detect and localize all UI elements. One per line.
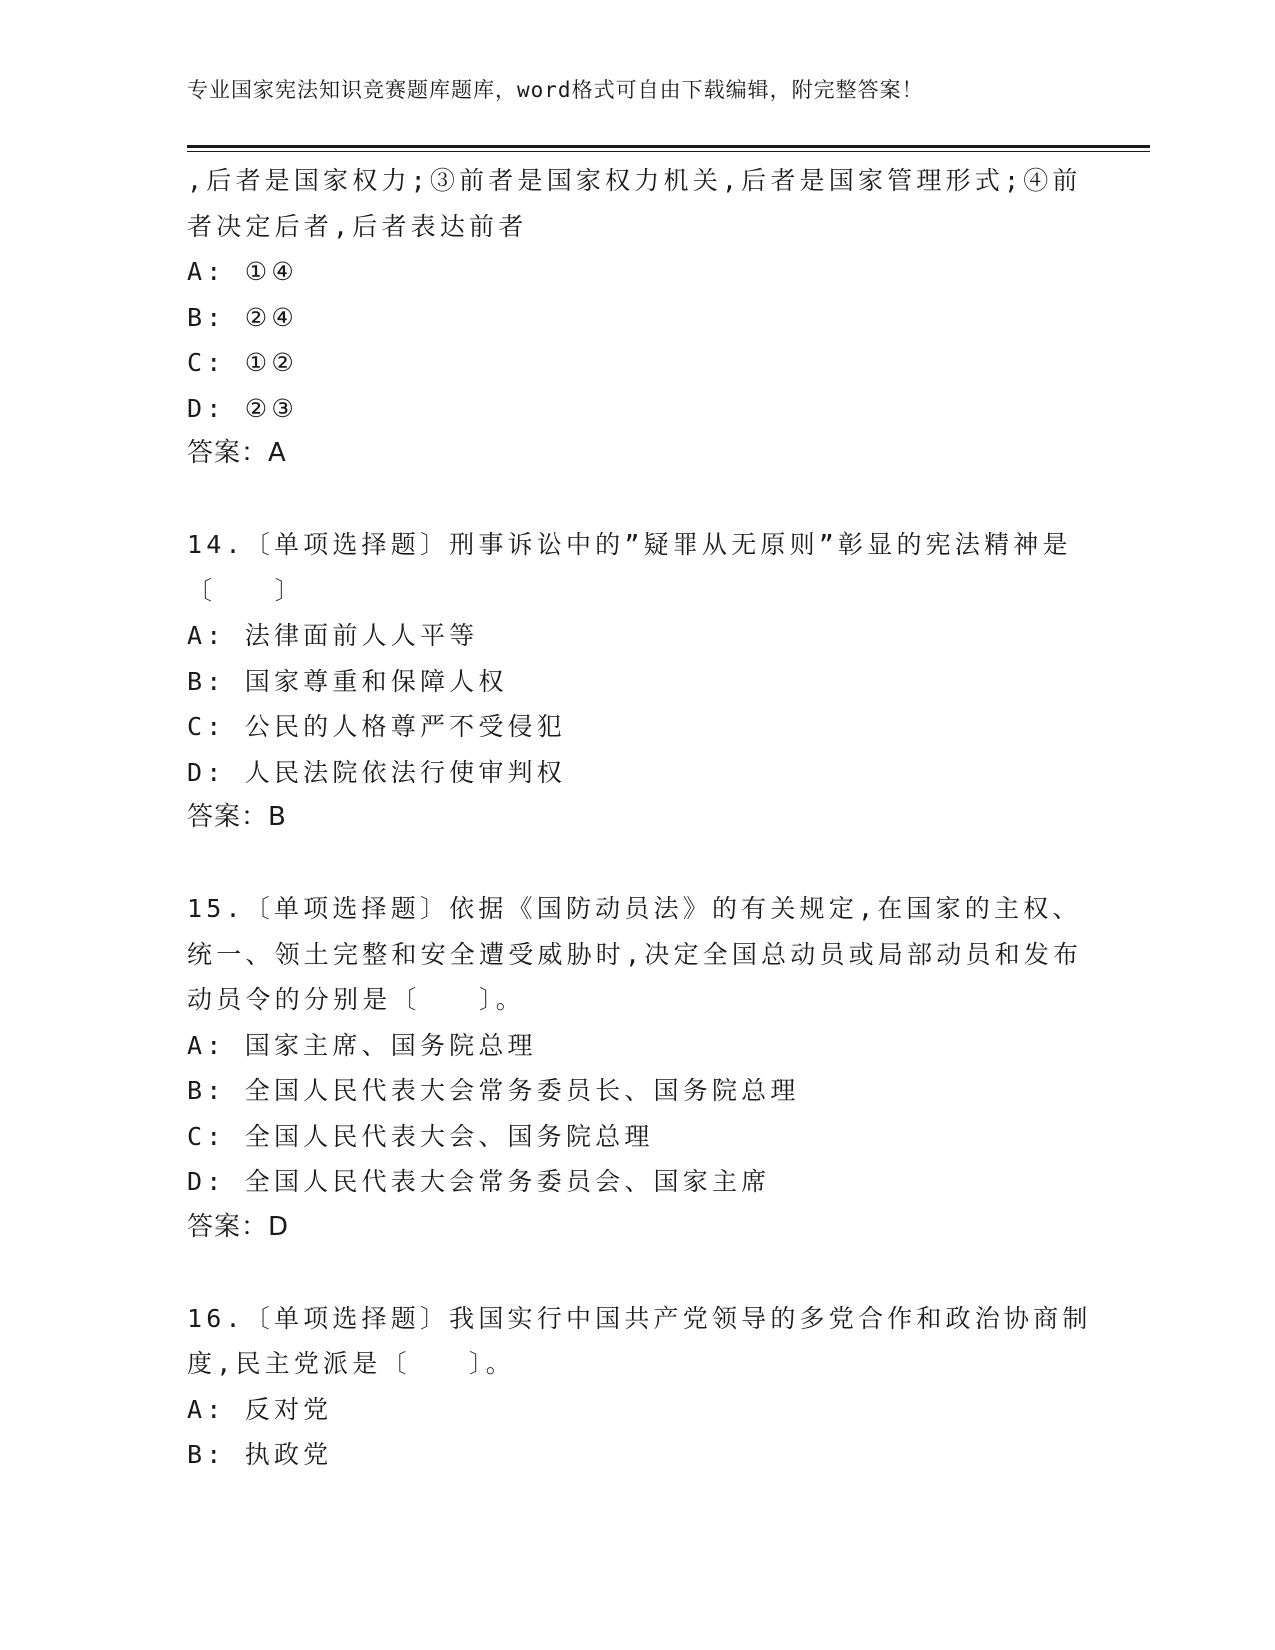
option-a: A: 反对党 xyxy=(187,1394,333,1424)
question-block-16 xyxy=(187,1296,1092,1478)
option-b: B: 执政党 xyxy=(187,1440,333,1469)
question-text-line: 者决定后者,后者表达前者 xyxy=(187,211,528,241)
option-c: C: 全国人民代表大会、国务院总理 xyxy=(187,1121,654,1151)
header-rule-thick xyxy=(187,145,1150,148)
answer-line: 答案：B xyxy=(187,802,287,832)
question-block-13 xyxy=(187,158,1087,477)
option-a: A: 法律面前人人平等 xyxy=(187,621,479,650)
document-body xyxy=(187,158,1092,1478)
header-rule-thin xyxy=(187,151,1150,152)
option-d: D: 全国人民代表大会常务委员会、国家主席 xyxy=(187,1167,771,1196)
question-text-line: 16.〔单项选择题〕我国实行中国共产党领导的多党合作和政治协商制 xyxy=(187,1303,1092,1333)
question-text-line: 14.〔单项选择题〕刑事诉讼中的”疑罪从无原则”彰显的宪法精神是 xyxy=(187,530,1072,559)
option-b: B: 全国人民代表大会常务委员长、国务院总理 xyxy=(187,1076,800,1105)
question-block-14 xyxy=(187,522,1087,841)
question-text-line: 统一、领土完整和安全遭受威胁时,决定全国总动员或局部动员和发布 xyxy=(187,939,1083,969)
question-text-line: 度,民主党派是〔 〕。 xyxy=(187,1349,515,1378)
option-c: C: 公民的人格尊严不受侵犯 xyxy=(187,712,566,741)
answer-line: 答案：D xyxy=(187,1211,290,1242)
question-text-line: ,后者是国家权力;③前者是国家权力机关,后者是国家管理形式;④前 xyxy=(187,166,1082,195)
question-text-line: 动员令的分别是〔 〕。 xyxy=(187,985,525,1014)
option-a: A: ①④ xyxy=(187,257,298,286)
question-text-line: 15.〔单项选择题〕依据《国防动员法》的有关规定,在国家的主权、 xyxy=(187,894,1082,923)
option-b: B: 国家尊重和保障人权 xyxy=(187,666,508,696)
option-d: D: 人民法院依法行使审判权 xyxy=(187,757,566,787)
spacer xyxy=(187,477,1087,523)
option-a: A: 国家主席、国务院总理 xyxy=(187,1030,537,1060)
question-block-15 xyxy=(187,886,1087,1250)
page-header: 专业国家宪法知识竞赛题库题库，word格式可自由下载编辑，附完整答案！ xyxy=(187,78,924,102)
spacer xyxy=(187,841,1087,887)
option-d: D: ②③ xyxy=(187,393,298,423)
option-b: B: ②④ xyxy=(187,302,298,332)
answer-line: 答案：A xyxy=(187,438,287,468)
question-text-line: 〔 〕 xyxy=(187,575,304,605)
spacer xyxy=(187,1250,1087,1296)
option-c: C: ①② xyxy=(187,348,298,377)
